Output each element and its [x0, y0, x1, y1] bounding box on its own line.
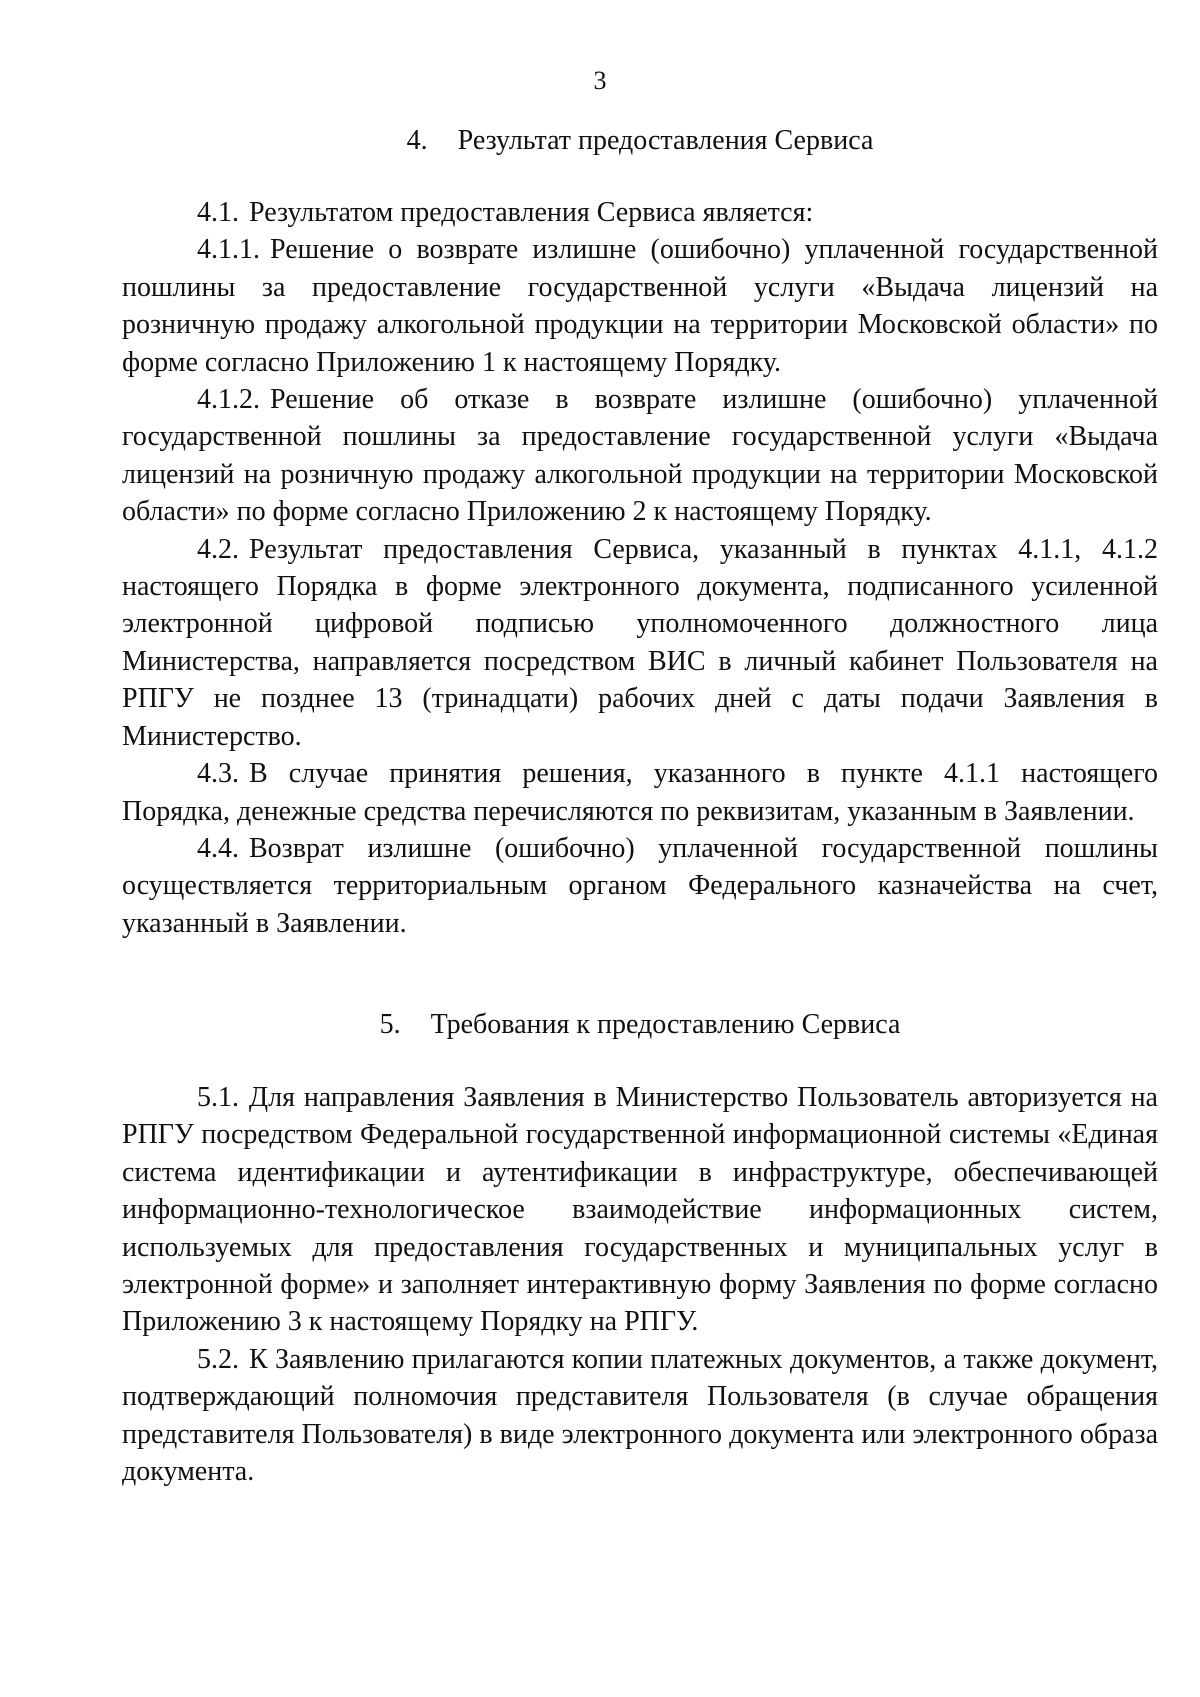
paragraph-number: 4.1. [197, 197, 239, 228]
paragraph-text: Решение об отказе в возврате излишне (ошибочно) уплаченной государственной пошлины за предоставление государственной услуги «Выдача лицензий на розничную продажу алкогольной продукции на территории Московской области» по форме согласно Приложению 2 к настоящему Порядку. [122, 384, 1158, 528]
paragraph-number: 5.2. [197, 1343, 239, 1375]
section-5-body [122, 1079, 1158, 1490]
paragraph-4-1 [122, 194, 1158, 231]
paragraph-number: 4.3. [197, 758, 239, 790]
paragraph-number: 4.2. [197, 533, 239, 565]
section-4-heading [122, 122, 1158, 159]
paragraph-text: Для направления Заявления в Министерство Пользователь авторизуется на РПГУ посредством Федеральной государственной информационной системы «Единая система идентификации и аутентификации в инфраструктуре, обеспечивающей информационно-технологическое взаимодействие информационных систем, используемых для предоставления государственных и муниципальных услуг в электронной форме» и заполняет интерактивную форму Заявления по форме согласно Приложению 3 к настоящему Порядку на РПГУ. [122, 1082, 1158, 1338]
section-5-title: Требования к предоставлению Сервиса [430, 1009, 901, 1040]
paragraph-text: В случае принятия решения, указанного в пункте 4.1.1 настоящего Порядка, денежные средства перечисляются по реквизитам, указанным в Заявлении. [122, 758, 1158, 827]
paragraph-number: 4.4. [197, 832, 239, 864]
section-5-number: 5. [379, 1009, 401, 1040]
paragraph-5-1 [122, 1079, 1158, 1341]
section-4-body [122, 194, 1158, 942]
paragraph-number: 4.1.1. [197, 234, 260, 266]
paragraph-number: 4.1.2. [197, 384, 260, 416]
paragraph-4-1-1 [122, 231, 1158, 381]
section-5-heading [122, 1006, 1158, 1043]
paragraph-4-2 [122, 531, 1158, 755]
paragraph-4-3 [122, 755, 1158, 830]
section-4-number: 4. [406, 125, 428, 156]
paragraph-4-4 [122, 830, 1158, 942]
page-number: 3 [593, 66, 607, 95]
paragraph-4-1-2 [122, 381, 1158, 531]
paragraph-number: 5.1. [197, 1082, 239, 1113]
paragraph-text: Решение о возврате излишне (ошибочно) уплаченной государственной пошлины за предоставление государственной услуги «Выдача лицензий на розничную продажу алкогольной продукции на территории Московской области» по форме согласно Приложению 1 к настоящему Порядку. [122, 234, 1158, 378]
paragraph-text: Возврат излишне (ошибочно) уплаченной государственной пошлины осуществляется территориальным органом Федерального казначейства на счет, указанный в Заявлении. [122, 832, 1158, 939]
paragraph-5-2 [122, 1341, 1158, 1491]
paragraph-text: Результат предоставления Сервиса, указанный в пунктах 4.1.1, 4.1.2 настоящего Порядка в форме электронного документа, подписанного усиленной электронной цифровой подписью уполномоченного должностного лица Министерства, направляется посредством ВИС в личный кабинет Пользователя на РПГУ не позднее 13 (тринадцати) рабочих дней с даты подачи Заявления в Министерство. [122, 533, 1158, 752]
section-4-title: Результат предоставления Сервиса [457, 125, 874, 156]
paragraph-text: Результатом предоставления Сервиса является: [249, 197, 814, 228]
paragraph-text: К Заявлению прилагаются копии платежных документов, а также документ, подтверждающий полномочия представителя Пользователя (в случае обращения представителя Пользователя) в виде электронного документа или электронного образа документа. [122, 1343, 1158, 1488]
